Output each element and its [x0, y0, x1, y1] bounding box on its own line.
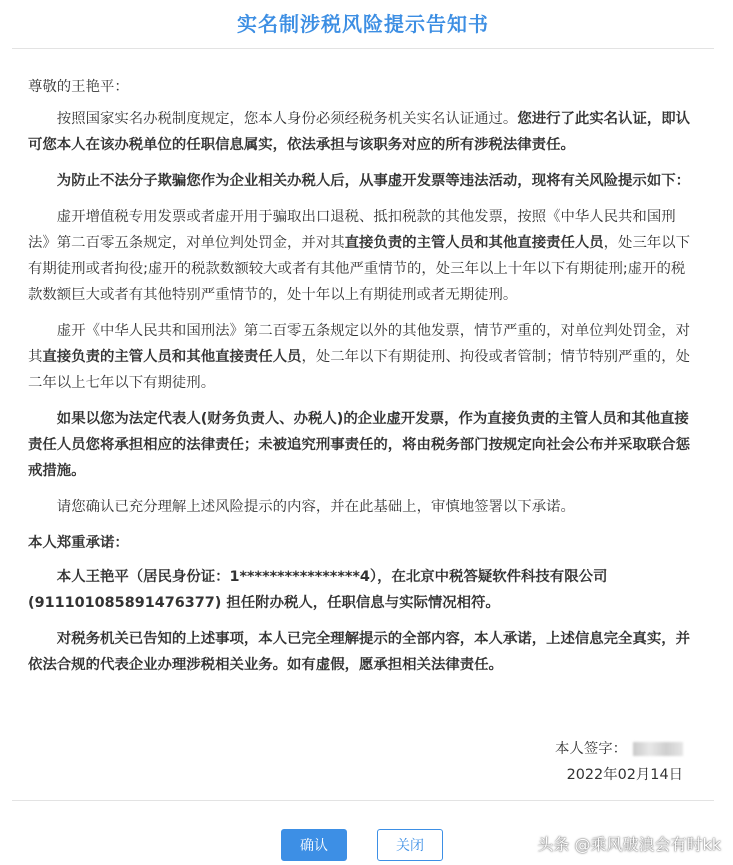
signature-row	[555, 736, 683, 762]
paragraph-legal-rep: 如果以您为法定代表人(财务负责人、办税人)的企业虚开发票，作为直接负责的主管人员和其他直接责任人员您将承担相应的法律责任；未被追究刑事责任的，将由税务部门按规定向社会公布并采取联合惩戒措施。	[28, 411, 690, 479]
paragraph-bold-text: 直接负责的主管人员和其他直接责任人员	[42, 349, 302, 365]
paragraph-commitment-truth: 对税务机关已告知的上述事项，本人已完全理解提示的全部内容，本人承诺，上述信息完全真实，并依法合规的代表企业办理涉税相关业务。如有虚假，愿承担相关法律责任。	[28, 631, 690, 673]
signature-date: 2022年02月14日	[566, 767, 683, 783]
paragraph-bold-text: 直接负责的主管人员和其他直接责任人员	[344, 235, 604, 251]
paragraph-realname	[28, 106, 694, 158]
confirm-button[interactable]: 确认	[281, 829, 347, 861]
page-title: 实名制涉税风险提示告知书	[237, 12, 489, 36]
greeting: 尊敬的王艳平：	[28, 79, 129, 95]
watermark: 头条 @乘风破浪会有时kk	[537, 835, 721, 854]
footer-divider	[12, 800, 714, 801]
paragraph-confirm-prompt: 请您确认已充分理解上述风险提示的内容，并在此基础上，审慎地签署以下承诺。	[56, 499, 575, 515]
dialog-header	[12, 0, 714, 49]
paragraph-risk-intro: 为防止不法分子欺骗您作为企业相关办税人后，从事虚开发票等违法活动，现将有关风险提示如下：	[56, 173, 690, 189]
close-button[interactable]: 关闭	[377, 829, 443, 861]
letter-body	[28, 74, 694, 688]
signature-label: 本人签字：	[555, 741, 627, 757]
signature-block	[555, 736, 683, 788]
paragraph-commitment-identity: 本人王艳平（居民身份证：1****************4），在北京中税答疑软件科技有限公司(911101085891476377) 担任附办税人，任职信息与实际情况相符。	[28, 569, 608, 611]
signature-image	[633, 742, 683, 756]
paragraph-text: 虚开《中华人民共和国刑法》第二百零五条规定以外的其他发票，情节严重的，对单位判处罚金，对其	[28, 323, 690, 365]
paragraph-text: ，处三年以下有期徒刑或者拘役;虚开的税款数额较大或者有其他严重情节的，处三年以上十年以下有期徒刑;虚开的税款数额巨大或者有其他特别严重情节的，处十年以上有期徒刑或者无期徒刑。	[28, 235, 691, 303]
paragraph-text: ，处二年以下有期徒刑、拘役或者管制；情节特别严重的，处二年以上七年以下有期徒刑。	[28, 349, 691, 391]
commitment-heading: 本人郑重承诺：	[28, 535, 129, 551]
paragraph-text: 虚开增值税专用发票或者虚开用于骗取出口退税、抵扣税款的其他发票，按照《中华人民共和国刑法》第二百零五条规定，对单位判处罚金，并对其	[28, 209, 676, 251]
paragraph-vat-invoice	[28, 204, 694, 308]
paragraph-other-invoice	[28, 318, 694, 396]
paragraph-bold-text: 您进行了此实名认证，即认可您本人在该办税单位的任职信息属实，依法承担与该职务对应的所有涉税法律责任。	[28, 111, 691, 153]
paragraph-text: 按照国家实名办税制度规定，您本人身份必须经税务机关实名认证通过。	[56, 111, 518, 127]
